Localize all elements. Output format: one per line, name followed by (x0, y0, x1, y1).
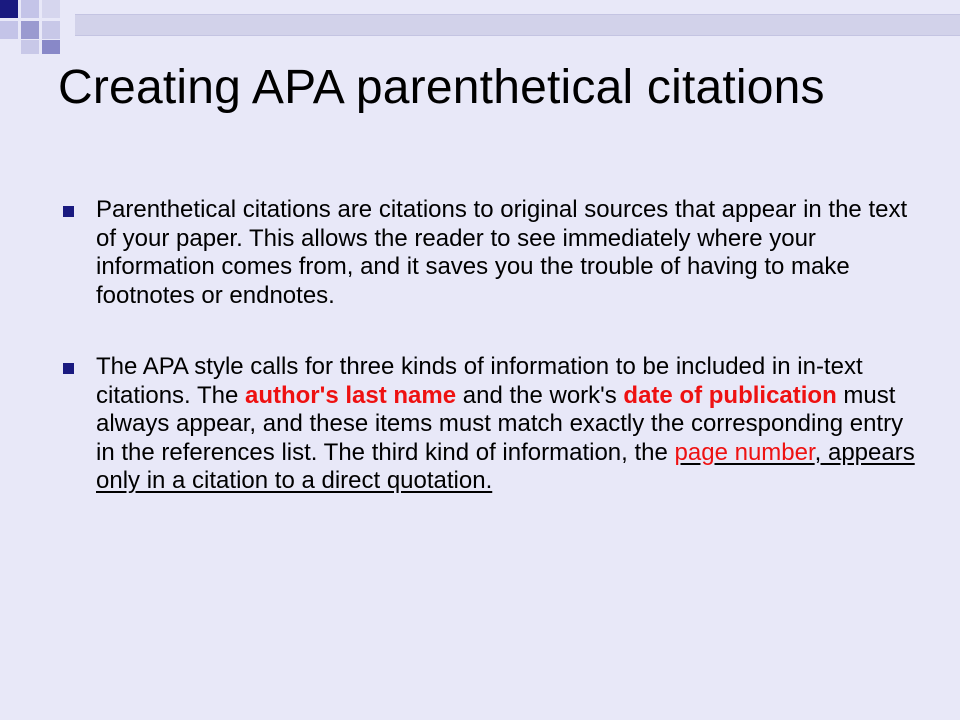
deco-square-dark (0, 0, 18, 18)
deco-square-light (0, 21, 18, 39)
deco-square-light (21, 0, 39, 18)
bullet-text-part-underlined: , appears only in a citation to a direct quotation. (96, 438, 915, 494)
bullet-text-part: and the work's (456, 381, 624, 409)
header-bar (75, 14, 960, 36)
deco-square-mid (21, 21, 39, 39)
deco-square-mid (42, 40, 60, 54)
bullet-list (62, 196, 922, 496)
bullet-text-part: The APA style calls for three kinds of information to be included in in-text citations. The (96, 353, 863, 409)
highlight-page-number: page number (674, 438, 815, 466)
bullet-item (62, 196, 922, 310)
highlight-date-of-publication: date of publication (623, 381, 837, 409)
square-bullet-icon (63, 363, 74, 374)
bullet-item (62, 353, 922, 496)
bullet-text: Parenthetical citations are citations to original sources that appear in the text of your paper. This allows the reader to see immediately where your information comes from, and it saves you the trouble of having to make footnotes or endnotes. (96, 196, 908, 309)
slide-title: Creating APA parenthetical citations (58, 61, 825, 114)
deco-square-light (42, 21, 60, 39)
deco-square-light (42, 0, 60, 18)
square-bullet-icon (63, 206, 74, 217)
highlight-author-last-name: author's last name (244, 381, 457, 409)
deco-square-light (21, 40, 39, 54)
bullet-text-part: must always appear, and these items must match exactly the corresponding entry in the references list. The third kind of information, the (96, 381, 904, 466)
